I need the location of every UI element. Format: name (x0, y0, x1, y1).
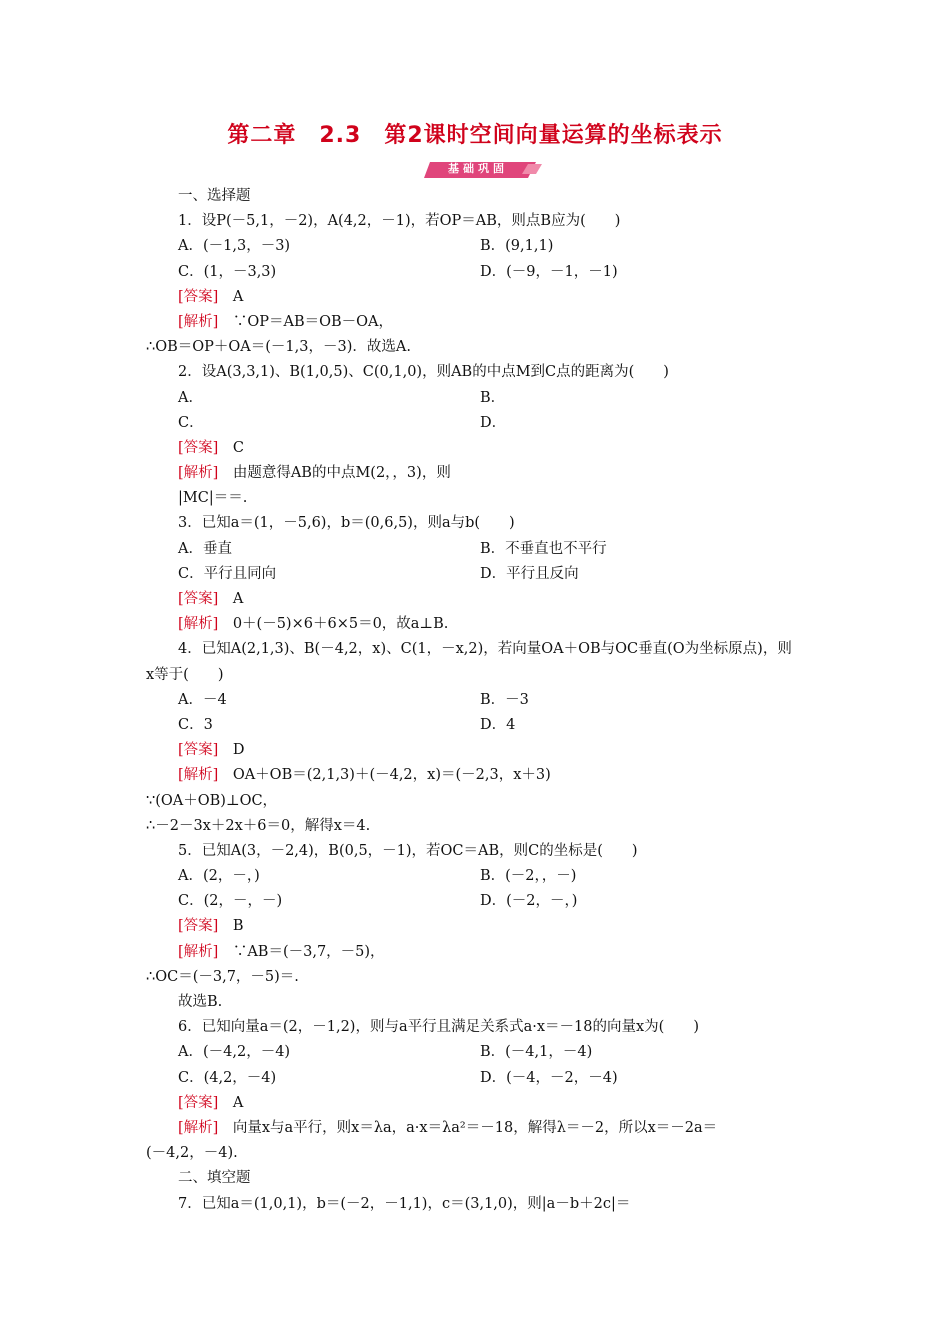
analysis-tag: [解析] (178, 943, 219, 960)
analysis-tag: [解析] (178, 465, 219, 482)
line-text: ∴－2－3x＋2x＋6＝0，解得x＝4. (146, 817, 371, 834)
line-text: A．－4 (178, 691, 227, 708)
line-text: ∵OP＝AB＝OB－OA， (218, 313, 394, 330)
line-text: ∴OC＝(－3,7，－5)＝. (146, 968, 299, 985)
answer-tag: [答案] (178, 1094, 219, 1111)
text-line (146, 461, 806, 486)
text-line (146, 260, 806, 285)
text-line (146, 1192, 806, 1217)
text-line (146, 511, 806, 536)
line-text: A．垂直 (178, 540, 232, 557)
text-line (146, 1091, 806, 1116)
line-text: C． (178, 414, 204, 431)
option-right: D．4 (480, 716, 516, 733)
line-text: 二、填空题 (178, 1170, 251, 1187)
text-line (146, 1040, 806, 1065)
text-line (146, 562, 806, 587)
line-text: 6．已知向量a＝(2，－1,2)，则与a平行且满足关系式a·x＝－18的向量x为( ) (178, 1019, 699, 1036)
line-text: A (218, 591, 244, 607)
text-line (146, 738, 806, 763)
line-text: 1．设P(－5,1，－2)，A(4,2，－1)，若OP＝AB，则点B应为( ) (178, 213, 621, 230)
answer-tag: [答案] (178, 918, 219, 935)
text-line (146, 889, 806, 914)
document-body (146, 184, 806, 1217)
text-line (146, 386, 806, 411)
section-banner (424, 160, 542, 180)
text-line (146, 209, 806, 234)
option-right: B．－3 (480, 691, 529, 708)
line-text: C (218, 439, 244, 456)
text-line (146, 335, 806, 360)
line-text: 7．已知a＝(1,0,1)，b＝(－2，－1,1)，c＝(3,1,0)，则|a－b＋2c|＝ (178, 1195, 631, 1212)
text-line (146, 864, 806, 889)
text-line (146, 814, 806, 839)
text-line (146, 486, 806, 511)
line-text: A (218, 288, 244, 305)
line-text: ∵(OA＋OB)⊥OC， (146, 792, 278, 809)
text-line (146, 234, 806, 259)
text-line (146, 285, 806, 310)
line-text: C．(1，－3,3) (178, 263, 277, 280)
text-line (146, 436, 806, 461)
line-text: C．(4,2，－4) (178, 1069, 277, 1086)
option-right: D． (480, 414, 507, 431)
text-line (146, 184, 806, 209)
answer-tag: [答案] (178, 439, 219, 456)
option-right: B． (480, 389, 506, 406)
option-right: D．(－9，－1，－1) (480, 263, 618, 280)
text-line (146, 940, 806, 965)
line-text: A．(－4,2，－4) (178, 1044, 291, 1061)
line-text: 4．已知A(2,1,3)、B(－4,2，x)、C(1，－x,2)，若向量OA＋OB与OC垂直(O为坐标原点)，则 (178, 641, 792, 658)
text-line (146, 1116, 806, 1141)
line-text: A．(2，－，) (178, 868, 260, 885)
line-text: ∵AB＝(－3,7，－5)， (218, 943, 385, 960)
line-text: D (218, 742, 245, 759)
text-line (146, 990, 806, 1015)
analysis-tag: [解析] (178, 313, 219, 330)
line-text: (－4,2，－4). (146, 1145, 238, 1162)
line-text: 0＋(－5)×6＋6×5＝0，故a⊥B. (218, 616, 449, 633)
analysis-tag: [解析] (178, 1119, 219, 1136)
option-right: B．(－4,1，－4) (480, 1044, 593, 1061)
text-line (146, 360, 806, 385)
option-right: B．(9,1,1) (480, 238, 554, 255)
text-line (146, 763, 806, 788)
text-line (146, 914, 806, 939)
analysis-tag: [解析] (178, 616, 219, 633)
answer-tag: [答案] (178, 742, 219, 759)
line-text: A． (178, 389, 203, 406)
text-line (146, 310, 806, 335)
text-line (146, 1066, 806, 1091)
text-line (146, 965, 806, 990)
text-line (146, 587, 806, 612)
line-text: 故选B. (178, 994, 223, 1010)
text-line (146, 612, 806, 637)
text-line (146, 637, 806, 662)
option-right: D．(－2，－，) (480, 893, 578, 910)
line-text: 由题意得AB的中点M(2，，3)，则 (218, 465, 451, 482)
text-line (146, 688, 806, 713)
text-line (146, 1141, 806, 1166)
text-line (146, 1015, 806, 1040)
line-text: 3．已知a＝(1，－5,6)，b＝(0,6,5)，则a与b( ) (178, 515, 515, 532)
text-line (146, 839, 806, 864)
page-title: 第二章 2.3 第2课时空间向量运算的坐标表示 (227, 123, 723, 148)
line-text: C．平行且同向 (178, 565, 277, 582)
text-line (146, 663, 806, 688)
line-text: A．(－1,3，－3) (178, 238, 291, 255)
line-text: x等于( ) (146, 666, 224, 683)
text-line (146, 1166, 806, 1191)
line-text: 5．已知A(3，－2,4)，B(0,5，－1)，若OC＝AB，则C的坐标是( ) (178, 842, 638, 859)
banner-label: 基础巩固 (448, 162, 508, 175)
line-text: ∴OB＝OP＋OA＝(－1,3，－3)．故选A. (146, 339, 411, 356)
line-text: C．3 (178, 716, 213, 733)
line-text: C．(2，－，－) (178, 893, 283, 910)
line-text: A (218, 1094, 244, 1111)
answer-tag: [答案] (178, 591, 219, 607)
line-text: |MC|＝＝. (178, 490, 248, 507)
option-right: D．(－4，－2，－4) (480, 1069, 618, 1086)
text-line (146, 789, 806, 814)
line-text: 2．设A(3,3,1)、B(1,0,5)、C(0,1,0)，则AB的中点M到C点的距离为( ) (178, 364, 669, 381)
option-right: D．平行且反向 (480, 565, 579, 582)
line-text: 一、选择题 (178, 188, 251, 204)
text-line (146, 537, 806, 562)
line-text: OA＋OB＝(2,1,3)＋(－4,2，x)＝(－2,3，x＋3) (218, 767, 551, 784)
answer-tag: [答案] (178, 288, 219, 305)
text-line (146, 713, 806, 738)
line-text: B (218, 918, 244, 935)
option-right: B．不垂直也不平行 (480, 540, 607, 557)
line-text: 向量x与a平行，则x＝λa，a·x＝λa²＝－18，解得λ＝－2，所以x＝－2a＝ (218, 1119, 718, 1136)
text-line (146, 411, 806, 436)
analysis-tag: [解析] (178, 767, 219, 784)
option-right: B．(－2，，－) (480, 868, 577, 885)
